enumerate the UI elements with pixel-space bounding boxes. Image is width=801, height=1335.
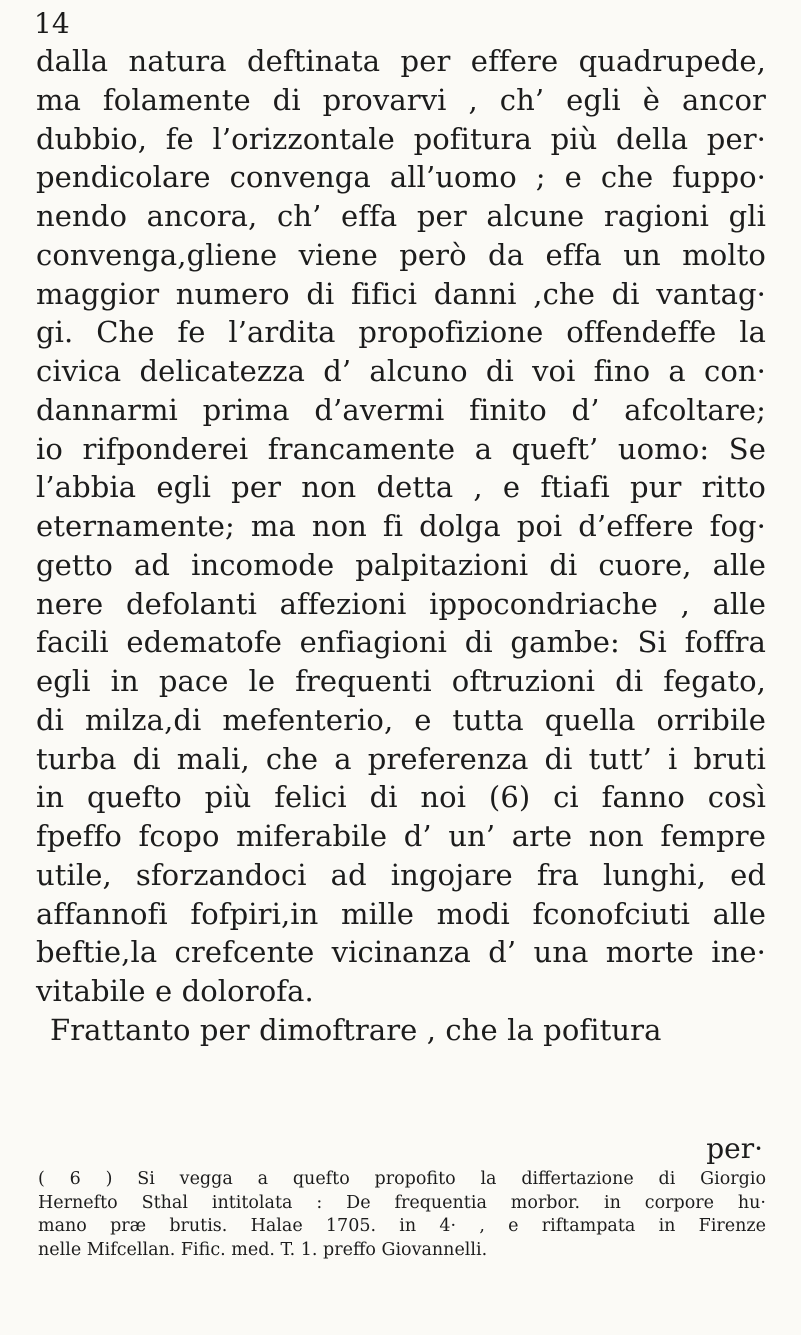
- text-line: di milza,di mefenterio, e tutta quella orribile: [36, 702, 766, 737]
- text-line: convenga,gliene viene però da effa un molto: [36, 237, 766, 272]
- text-line: ma folamente di provarvi , ch’ egli è ancor: [36, 82, 766, 117]
- catchword: per·: [706, 1132, 763, 1165]
- text-line: vitabile e dolorofa.: [36, 974, 314, 1008]
- paragraph-start-line: Frattanto per dimoftrare , che la pofitura: [50, 1012, 662, 1047]
- footnote-line: Hernefto Sthal intitolata : De frequentia morbor. in corpore hu·: [38, 1192, 766, 1213]
- page-number: 14: [34, 7, 70, 40]
- footnote: [38, 1168, 766, 1262]
- text-line: gi. Che fe l’ardita propofizione offendeffe la: [36, 315, 766, 350]
- text-line: facili edematofe enfiagioni di gambe: Si foffra: [36, 625, 766, 660]
- text-line: nendo ancora, ch’ effa per alcune ragioni gli: [36, 199, 766, 233]
- text-line: nere defolanti affezioni ippocondriache , alle: [36, 586, 766, 621]
- text-line: io rifponderei francamente a queft’ uomo: Se: [36, 431, 766, 466]
- text-line: pendicolare convenga all’uomo ; e che fuppo·: [36, 160, 766, 195]
- text-line: getto ad incomode palpitazioni di cuore, alle: [36, 547, 766, 582]
- text-line: affannofi fofpiri,in mille modi fconofciuti alle: [36, 896, 766, 931]
- text-line: utile, sforzandoci ad ingojare fra lunghi, ed: [36, 857, 766, 892]
- text-line: eternamente; ma non fi dolga poi d’effere fog·: [36, 509, 766, 543]
- text-line: dannarmi prima d’avermi finito d’ afcoltare;: [36, 392, 766, 427]
- text-line: beftie,la crefcente vicinanza d’ una morte ine·: [36, 935, 766, 970]
- text-line: maggior numero di fifici danni ,che di vantag·: [36, 276, 766, 311]
- text-line: l’abbia egli per non detta , e ftiafi pur ritto: [36, 470, 766, 505]
- main-text-block: [36, 42, 766, 1050]
- text-line: dubbio, fe l’orizzontale pofitura più della per·: [36, 121, 766, 156]
- text-line: egli in pace le frequenti oftruzioni di fegato,: [36, 664, 766, 698]
- text-line: civica delicatezza d’ alcuno di voi fino a con·: [36, 354, 766, 388]
- text-line: dalla natura deftinata per effere quadrupede,: [36, 44, 766, 78]
- text-line: fpeffo fcopo miferabile d’ un’ arte non fempre: [36, 819, 766, 853]
- footnote-line: ( 6 ) Si vegga a quefto propofito la differtazione di Giorgio: [38, 1169, 766, 1189]
- text-line: in quefto più felici di noi (6) ci fanno così: [36, 780, 766, 815]
- footnote-line: nelle Mifcellan. Fific. med. T. 1. preffo Giovannelli.: [38, 1239, 488, 1260]
- text-line: turba di mali, che a preferenza di tutt’ i bruti: [36, 741, 766, 776]
- footnote-line: mano præ brutis. Halae 1705. in 4· , e riftampata in Firenze: [38, 1216, 766, 1236]
